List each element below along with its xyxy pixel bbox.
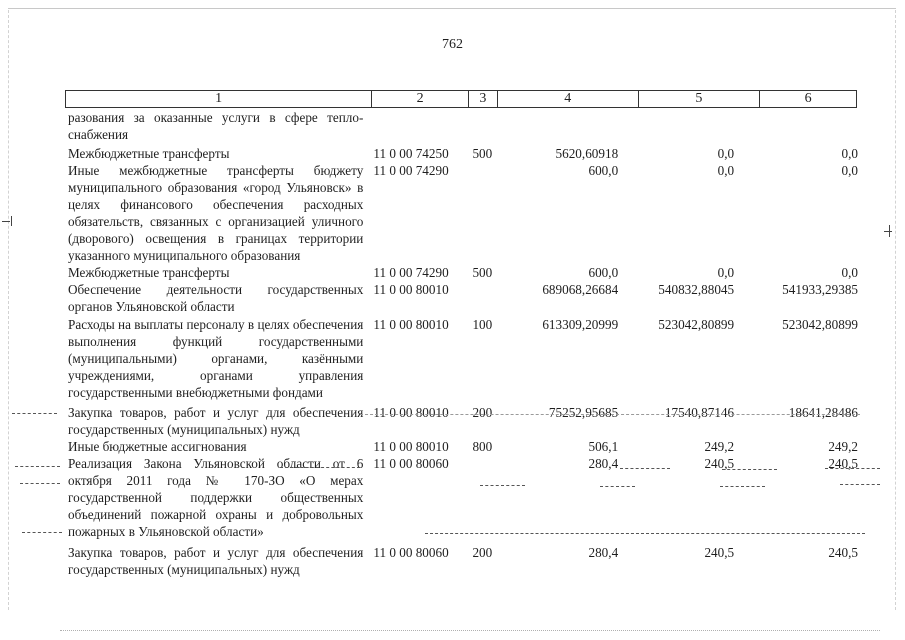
header-col-4: 4 — [498, 91, 639, 107]
registration-mark-right — [884, 231, 892, 232]
row-type — [472, 162, 497, 264]
header-col-5: 5 — [639, 91, 761, 107]
row-code: 11 0 00 74290 — [373, 265, 449, 280]
header-col-3: 3 — [469, 91, 498, 107]
table-row — [68, 404, 858, 438]
row-description: Иные бюджетные ассигнования — [68, 439, 247, 454]
table-row — [68, 109, 858, 143]
row-code: 11 0 00 80060 — [373, 545, 449, 560]
scan-artifact-dash — [480, 485, 525, 486]
table-row — [68, 455, 858, 540]
scan-artifact-dash — [425, 533, 865, 534]
scan-artifact-dash — [22, 532, 62, 533]
table-row — [68, 281, 858, 315]
row-value-4: 613309,20999 — [542, 317, 619, 332]
scan-artifact-dash — [280, 467, 360, 468]
row-description: Закупка товаров, работ и услуг для обеспечения государственных (муниципальных) нужд — [68, 545, 364, 577]
scan-artifact-dash — [20, 483, 60, 484]
table-row — [68, 544, 858, 578]
row-value-6: 0,0 — [841, 146, 858, 161]
row-value-4: 600,0 — [588, 163, 619, 178]
scan-artifact-dash — [840, 484, 880, 485]
row-value-5: 240,5 — [704, 456, 735, 471]
row-value-5: 240,5 — [704, 545, 735, 560]
row-value-4: 600,0 — [588, 265, 619, 280]
scan-artifact-dash — [15, 466, 60, 467]
row-code: 11 0 00 80010 — [373, 439, 449, 454]
row-value-4: 280,4 — [588, 456, 619, 471]
header-col-6: 6 — [804, 91, 812, 106]
row-type — [472, 281, 497, 315]
row-type: 500 — [472, 265, 493, 280]
row-value-6: 523042,80899 — [782, 317, 858, 332]
registration-mark-left — [2, 221, 10, 222]
row-code: 11 0 00 80010 — [373, 317, 449, 332]
row-type — [472, 109, 497, 143]
row-value-4: 689068,26684 — [542, 282, 619, 297]
row-value-6: 18641,28486 — [788, 405, 858, 420]
table-row — [68, 316, 858, 401]
row-code: 11 0 00 80060 — [373, 456, 449, 471]
table-row — [68, 264, 858, 281]
row-type: 800 — [472, 439, 493, 454]
row-description: Иные межбюджетные трансферты бюджету муниципального образования «город Ульяновск» в целях финансового обеспечения расходных обязательств, связанных с организацией уличного (дворового) освещения в границах территории указанного муниципального образования — [68, 163, 364, 263]
row-value-5: 540832,88045 — [658, 282, 735, 297]
row-value-5: 17540,87146 — [664, 405, 735, 420]
table-row — [68, 438, 858, 455]
scan-frame-top — [8, 8, 896, 9]
scan-artifact-dash — [825, 468, 880, 469]
row-code: 11 0 00 80010 — [373, 282, 449, 297]
row-description: Обеспечение деятельности государственных органов Ульяновской области — [68, 282, 364, 314]
row-value-6: 240,5 — [828, 456, 858, 471]
scan-artifact-dash — [722, 469, 777, 470]
scan-artifact-dash — [600, 486, 635, 487]
row-code — [363, 109, 472, 143]
row-value-6: 0,0 — [841, 163, 858, 178]
table-header — [65, 90, 857, 108]
header-col-2: 2 — [372, 91, 469, 107]
row-type: 500 — [472, 146, 493, 161]
table-row — [68, 145, 858, 162]
row-description: Межбюджетные трансферты — [68, 265, 230, 280]
row-value-5: 523042,80899 — [658, 317, 735, 332]
row-value-5: 0,0 — [717, 163, 735, 178]
row-value-4: 280,4 — [588, 545, 619, 560]
row-value-5 — [618, 109, 734, 143]
row-description: Расходы на выплаты персоналу в целях обеспечения выполнения функций государственными (муниципальными) органами, казёнными учреждениями, органами управления государственными внебюджетными фондами — [68, 317, 364, 400]
row-value-4: 506,1 — [588, 439, 619, 454]
scan-artifact-dash — [620, 468, 670, 469]
row-value-4: 75252,95685 — [548, 405, 619, 420]
header-col-1: 1 — [66, 91, 372, 107]
registration-mark-right-vertical — [889, 225, 890, 237]
row-type: 200 — [472, 545, 493, 560]
scan-artifact-bottom — [60, 630, 880, 631]
table-body — [68, 109, 858, 578]
scan-artifact-dash — [720, 486, 765, 487]
row-code: 11 0 00 74290 — [373, 163, 449, 178]
row-value-6: 0,0 — [841, 265, 858, 280]
scan-artifact-dash — [360, 414, 860, 415]
row-value-5: 249,2 — [704, 439, 735, 454]
row-description: разования за оказанные услуги в сфере тепло-снабжения — [68, 110, 364, 142]
table-row — [68, 162, 858, 264]
row-description: Межбюджетные трансферты — [68, 146, 230, 161]
row-code: 11 0 00 80010 — [373, 405, 449, 420]
row-description: Закупка товаров, работ и услуг для обеспечения государственных (муниципальных) нужд — [68, 405, 364, 437]
row-type: 200 — [472, 405, 493, 420]
row-value-6: 240,5 — [828, 545, 858, 560]
row-value-5: 0,0 — [717, 146, 735, 161]
row-description: Реализация Закона Ульяновской области от 6 октября 2011 года № 170-ЗО «О мерах государственной поддержки общественных объединений пожарной охраны и добровольных пожарных в Ульяновской области» — [68, 456, 364, 539]
row-type — [472, 455, 497, 540]
row-type: 100 — [472, 317, 493, 332]
row-code: 11 0 00 74250 — [373, 146, 449, 161]
scan-frame-right — [895, 10, 896, 610]
row-value-6: 249,2 — [828, 439, 858, 454]
registration-mark-left-vertical — [11, 216, 12, 226]
row-value-4 — [497, 109, 618, 143]
row-value-6 — [734, 109, 858, 143]
scan-frame-left — [8, 10, 9, 610]
scan-artifact-dash — [12, 413, 57, 414]
row-value-4: 5620,60918 — [555, 146, 619, 161]
row-value-6: 541933,29385 — [782, 282, 858, 297]
row-value-5: 0,0 — [717, 265, 735, 280]
page-number: 762 — [442, 37, 463, 52]
